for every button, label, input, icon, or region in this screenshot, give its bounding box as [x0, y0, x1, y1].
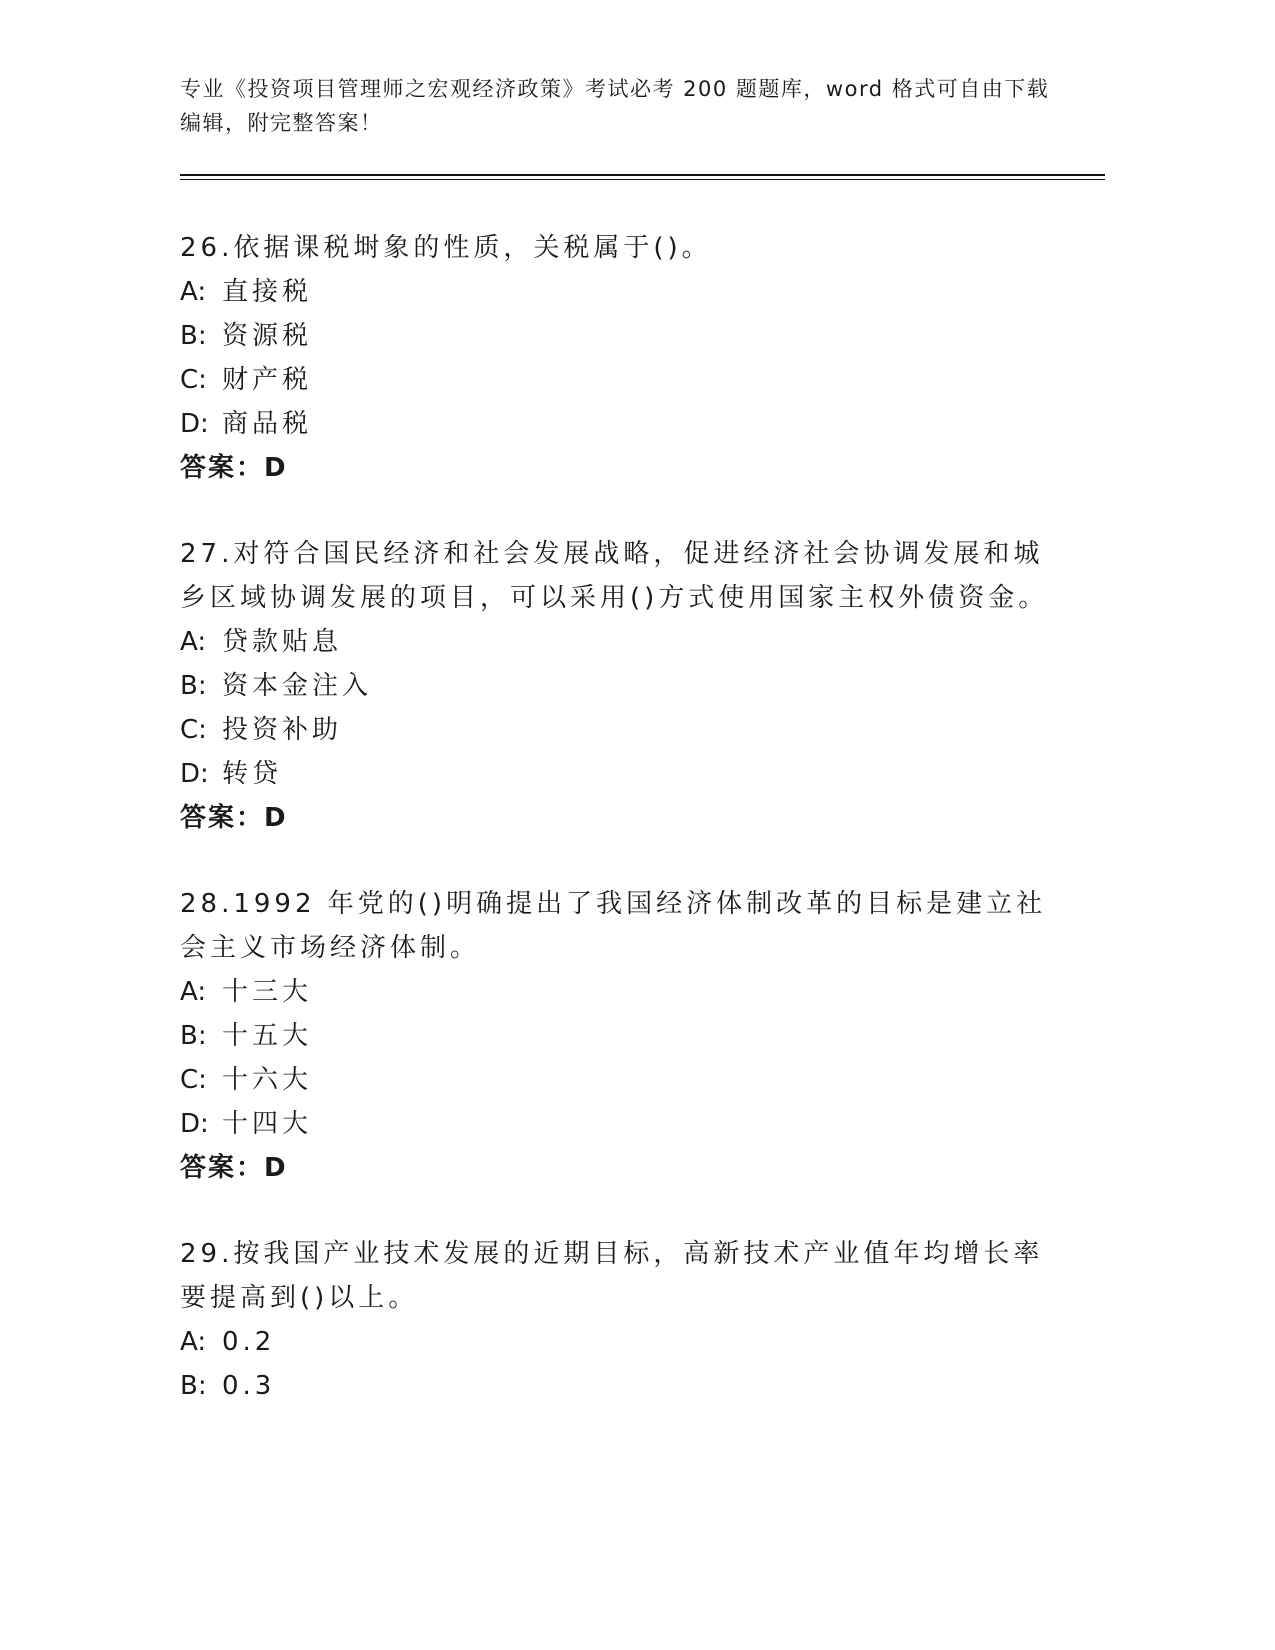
question-stem: 27.对符合国民经济和社会发展战略，促进经济社会协调发展和城乡区域协调发展的项目，可以采用()方式使用国家主权外债资金。	[180, 539, 1049, 613]
option-key: D:	[180, 409, 209, 439]
option-a	[180, 620, 1050, 664]
option-text: 财产税	[222, 365, 313, 395]
option-d	[180, 752, 1050, 796]
option-key: A:	[180, 277, 207, 307]
option-a	[180, 270, 1050, 314]
option-text: 商品税	[222, 409, 313, 439]
option-key: C:	[180, 365, 207, 395]
header-rule-thin	[180, 179, 1105, 180]
option-text: 直接税	[222, 277, 313, 307]
option-b	[180, 664, 1050, 708]
option-key: D:	[180, 759, 209, 789]
option-text: 十五大	[222, 1021, 313, 1051]
option-text: 十三大	[222, 977, 313, 1007]
option-c	[180, 708, 1050, 752]
question-stem: 28.1992 年党的()明确提出了我国经济体制改革的目标是建立社会主义市场经济体制。	[180, 889, 1047, 963]
option-text: 转贷	[222, 759, 283, 789]
question-29	[180, 1232, 1050, 1408]
option-key: A:	[180, 977, 207, 1007]
option-key: C:	[180, 715, 207, 745]
question-28	[180, 882, 1050, 1190]
option-key: B:	[180, 1371, 207, 1401]
option-text: 十六大	[222, 1065, 313, 1095]
answer-line: 答案：D	[180, 803, 288, 833]
option-b	[180, 314, 1050, 358]
question-27	[180, 532, 1050, 840]
option-text: 十四大	[222, 1109, 313, 1139]
question-stem: 26.依据课税埘象的性质，关税属于()。	[180, 233, 712, 263]
option-key: A:	[180, 627, 207, 657]
question-list	[180, 226, 1050, 1450]
question-26	[180, 226, 1050, 490]
option-a	[180, 1320, 1050, 1364]
header-rule-thick	[180, 174, 1105, 176]
option-text: 贷款贴息	[222, 627, 343, 657]
answer-line: 答案：D	[180, 453, 288, 483]
option-b	[180, 1014, 1050, 1058]
option-text: 资本金注入	[222, 671, 373, 701]
question-stem: 29.按我国产业技术发展的近期目标，高新技术产业值年均增长率要提高到()以上。	[180, 1239, 1044, 1313]
option-c	[180, 358, 1050, 402]
document-header: 专业《投资项目管理师之宏观经济政策》考试必考 200 题题库，word 格式可自由下载编辑，附完整答案！	[180, 77, 1050, 135]
option-text: 0.3	[222, 1371, 276, 1401]
option-d	[180, 1102, 1050, 1146]
option-key: B:	[180, 321, 207, 351]
option-b	[180, 1364, 1050, 1408]
option-c	[180, 1058, 1050, 1102]
option-d	[180, 402, 1050, 446]
option-key: B:	[180, 671, 207, 701]
option-key: B:	[180, 1021, 207, 1051]
option-key: D:	[180, 1109, 209, 1139]
answer-line: 答案：D	[180, 1153, 288, 1183]
option-text: 资源税	[222, 321, 313, 351]
option-key: A:	[180, 1327, 207, 1357]
option-text: 0.2	[222, 1327, 276, 1357]
option-a	[180, 970, 1050, 1014]
option-key: C:	[180, 1065, 207, 1095]
option-text: 投资补助	[222, 715, 343, 745]
